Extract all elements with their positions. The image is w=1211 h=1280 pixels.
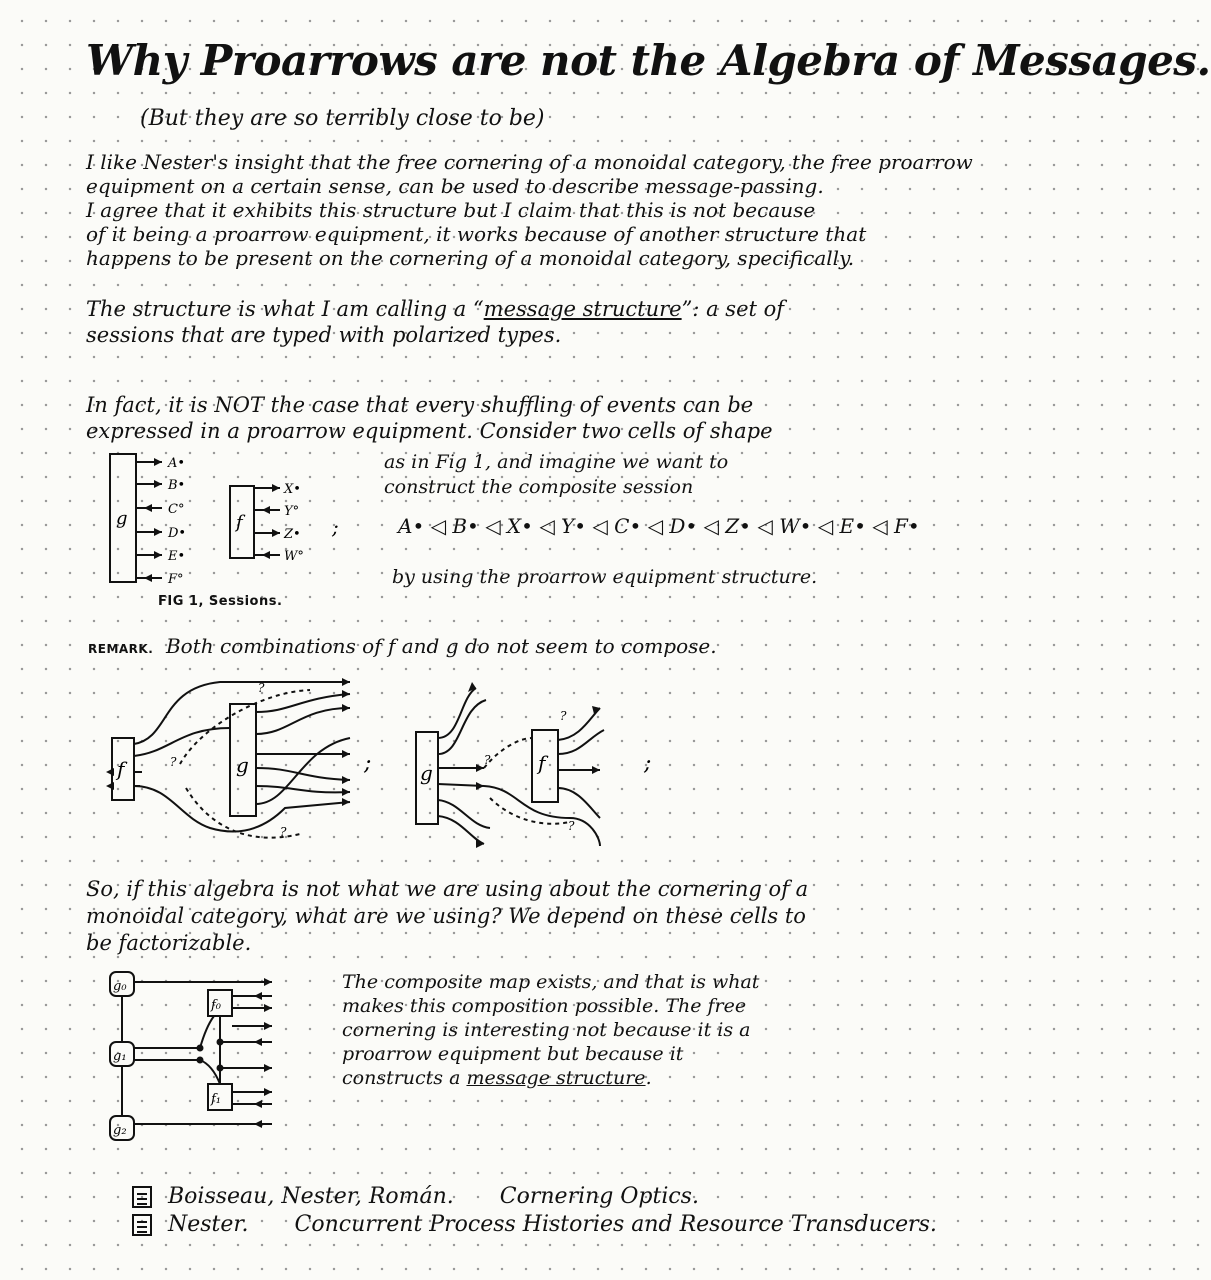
paragraph-factorizable: [86, 876, 808, 957]
cell-f-label: f: [236, 512, 243, 533]
page-subtitle: (But they are so terribly close to be): [140, 106, 545, 131]
reference-item: [132, 1184, 699, 1209]
remark-text: Both combinations of f and g do not seem to compose.: [165, 634, 717, 658]
port-label: C°: [168, 502, 185, 517]
cell-label: g₁: [113, 1049, 127, 1064]
cell-g-label: g: [236, 753, 249, 777]
cell-f-label: f: [538, 751, 546, 775]
port-label: D•: [168, 526, 187, 541]
text-fragment: The structure is what I am calling a “: [86, 297, 484, 321]
cell-label: g₀: [113, 979, 127, 994]
question-mark: ?: [170, 755, 177, 769]
text-line: proarrow equipment but because it: [342, 1043, 684, 1065]
text-fragment: .: [645, 1067, 652, 1089]
cell-label: g₂: [113, 1123, 127, 1138]
text-line: I like Nester's insight that the free cornering of a monoidal category, the free proarrow: [86, 150, 973, 174]
text-line: In fact, it is NOT the case that every shuffling of events can be: [86, 393, 754, 417]
text-line: makes this composition possible. The free: [342, 995, 747, 1017]
paragraph-in-fact-right: [384, 450, 728, 500]
port-label: Z•: [284, 527, 301, 542]
reference-icon: [132, 1214, 152, 1236]
cell-g-label: g: [420, 761, 433, 785]
reference-authors: Nester.: [168, 1212, 249, 1237]
text-fragment: constructs a: [342, 1067, 467, 1089]
message-structure-term: message structure: [466, 1067, 646, 1089]
cell-label: f₁: [211, 1092, 222, 1107]
text-line: as in Fig 1, and imagine we want to: [384, 451, 729, 473]
text-line: cornering is interesting not because it is a: [342, 1019, 751, 1041]
sequence-separator: ;: [332, 515, 339, 539]
text-line: expressed in a proarrow equipment. Consider two cells of shape: [86, 419, 773, 443]
text-line: construct the composite session: [384, 476, 694, 498]
fig2-composition-attempts: [100, 668, 680, 858]
question-mark: ?: [258, 681, 265, 695]
paragraph-in-fact: [86, 392, 773, 444]
text-line: I agree that it exhibits this structure but I claim that this is not because: [86, 198, 816, 222]
port-label: W°: [284, 549, 304, 564]
port-label: B•: [168, 478, 186, 493]
text-line: sessions that are typed with polarized types.: [86, 323, 562, 347]
port-label: Y°: [284, 504, 300, 519]
page-title: Why Proarrows are not the Algebra of Messages.: [86, 36, 1211, 85]
port-label: F°: [168, 572, 184, 587]
remark-label: REMARK.: [88, 642, 154, 656]
question-mark: ?: [280, 825, 287, 839]
reference-title: Cornering Optics.: [499, 1184, 699, 1209]
cell-label: f₀: [211, 998, 222, 1013]
question-mark: ?: [484, 753, 491, 767]
text-line: So, if this algebra is not what we are using about the cornering of a: [86, 877, 809, 901]
text-line: [86, 296, 784, 322]
remark: [88, 634, 717, 658]
composite-session-formula: A• ◁ B• ◁ X• ◁ Y• ◁ C• ◁ D• ◁ Z• ◁ W• ◁ E• ◁ F•: [398, 514, 920, 538]
port-label: E•: [168, 549, 186, 564]
reference-item: [132, 1212, 937, 1237]
text-line: The composite map exists, and that is what: [342, 971, 760, 993]
paragraph-composite-map: [342, 970, 759, 1090]
text-line: equipment on a certain sense, can be used to describe message-passing.: [86, 174, 824, 198]
cell-f-label: f: [117, 757, 125, 781]
text-line: happens to be present on the cornering of a monoidal category, specifically.: [86, 246, 855, 270]
port-label: X•: [284, 482, 301, 497]
paragraph-intro: [86, 150, 973, 270]
text-line: by using the proarrow equipment structure.: [392, 566, 818, 588]
fig1-caption: FIG 1, Sessions.: [158, 594, 283, 609]
reference-icon: [132, 1186, 152, 1208]
cell-g-label: g: [116, 508, 128, 529]
text-line: [342, 1066, 759, 1090]
fig3-factorization-diagram: [104, 964, 304, 1144]
reference-title: Concurrent Process Histories and Resource Transducers.: [294, 1212, 937, 1237]
port-label: A•: [168, 456, 186, 471]
text-line: monoidal category, what are we using? We depend on these cells to: [86, 904, 806, 928]
question-mark: ?: [568, 819, 575, 833]
sequence-separator: ;: [364, 751, 372, 776]
question-mark: ?: [560, 709, 567, 723]
reference-authors: Boisseau, Nester, Román.: [168, 1184, 454, 1209]
paragraph-message-structure: [86, 296, 784, 348]
message-structure-term: message structure: [483, 297, 682, 321]
sequence-separator: ;: [644, 751, 652, 776]
text-line: be factorizable.: [86, 931, 252, 955]
text-line: of it being a proarrow equipment, it works because of another structure that: [86, 222, 867, 246]
text-fragment: ”: a set of: [681, 297, 785, 321]
fig1-sessions-diagram: [100, 448, 360, 618]
